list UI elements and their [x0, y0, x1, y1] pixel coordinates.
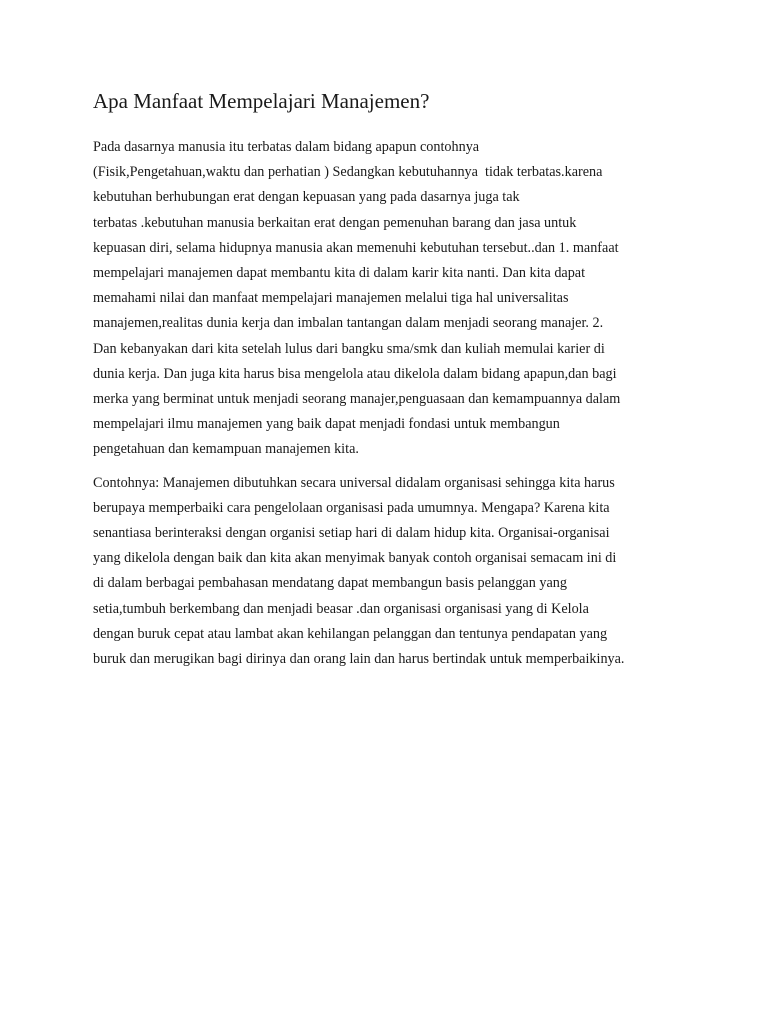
text-line: berupaya memperbaiki cara pengelolaan organisasi pada umumnya. Mengapa? Karena kita [93, 499, 610, 516]
text-line: Pada dasarnya manusia itu terbatas dalam bidang apapun contohnya [93, 139, 480, 155]
text-line: senantiasa berinteraksi dengan organisi setiap hari di dalam hidup kita. Organisai-organisai [93, 525, 610, 542]
text-line: manajemen,realitas dunia kerja dan imbalan tantangan dalam menjadi seorang manajer. 2. [93, 315, 604, 332]
text-line: dengan buruk cepat atau lambat akan kehilangan pelanggan dan tentunya pendapatan yang [93, 625, 608, 642]
text-line: Dan kebanyakan dari kita setelah lulus dari bangku sma/smk dan kuliah memulai karier di [93, 340, 605, 357]
text-line: buruk dan merugikan bagi dirinya dan orang lain dan harus bertindak untuk memperbaikinya. [93, 651, 625, 668]
text-line: merka yang berminat untuk menjadi seorang manajer,penguasaan dan kemampuannya dalam [93, 391, 621, 408]
text-line: yang dikelola dengan baik dan kita akan menyimak banyak contoh organisai semacam ini di [93, 550, 617, 567]
text-line: kebutuhan berhubungan erat dengan kepuasan yang pada dasarnya juga tak [93, 189, 520, 206]
document-title: Apa Manfaat Mempelajari Manajemen? [93, 89, 430, 113]
text-line: Contohnya: Manajemen dibutuhkan secara universal didalam organisasi sehingga kita harus [93, 474, 615, 491]
text-line: setia,tumbuh berkembang dan menjadi beasar .dan organisasi organisasi yang di Kelola [93, 600, 589, 617]
document-body [93, 86, 683, 680]
text-line: (Fisik,Pengetahuan,waktu dan perhatian ) Sedangkan kebutuhannya tidak terbatas.karena [93, 164, 603, 181]
paragraph-2 [93, 471, 683, 673]
text-line: dunia kerja. Dan juga kita harus bisa mengelola atau dikelola dalam bidang apapun,dan bagi [93, 365, 617, 382]
text-line: mempelajari manajemen dapat membantu kita di dalam karir kita nanti. Dan kita dapat [93, 265, 586, 282]
paragraph-1 [93, 135, 683, 463]
text-line: pengetahuan dan kemampuan manajemen kita. [93, 441, 359, 458]
text-line: di dalam berbagai pembahasan mendatang dapat membangun basis pelanggan yang [93, 575, 567, 592]
text-line: kepuasan diri, selama hidupnya manusia akan memenuhi kebutuhan tersebut..dan 1. manfaat [93, 239, 619, 256]
text-line: terbatas .kebutuhan manusia berkaitan erat dengan pemenuhan barang dan jasa untuk [93, 214, 577, 231]
text-line: memahami nilai dan manfaat mempelajari manajemen melalui tiga hal universalitas [93, 290, 569, 307]
text-line: mempelajari ilmu manajemen yang baik dapat menjadi fondasi untuk membangun [93, 416, 560, 433]
